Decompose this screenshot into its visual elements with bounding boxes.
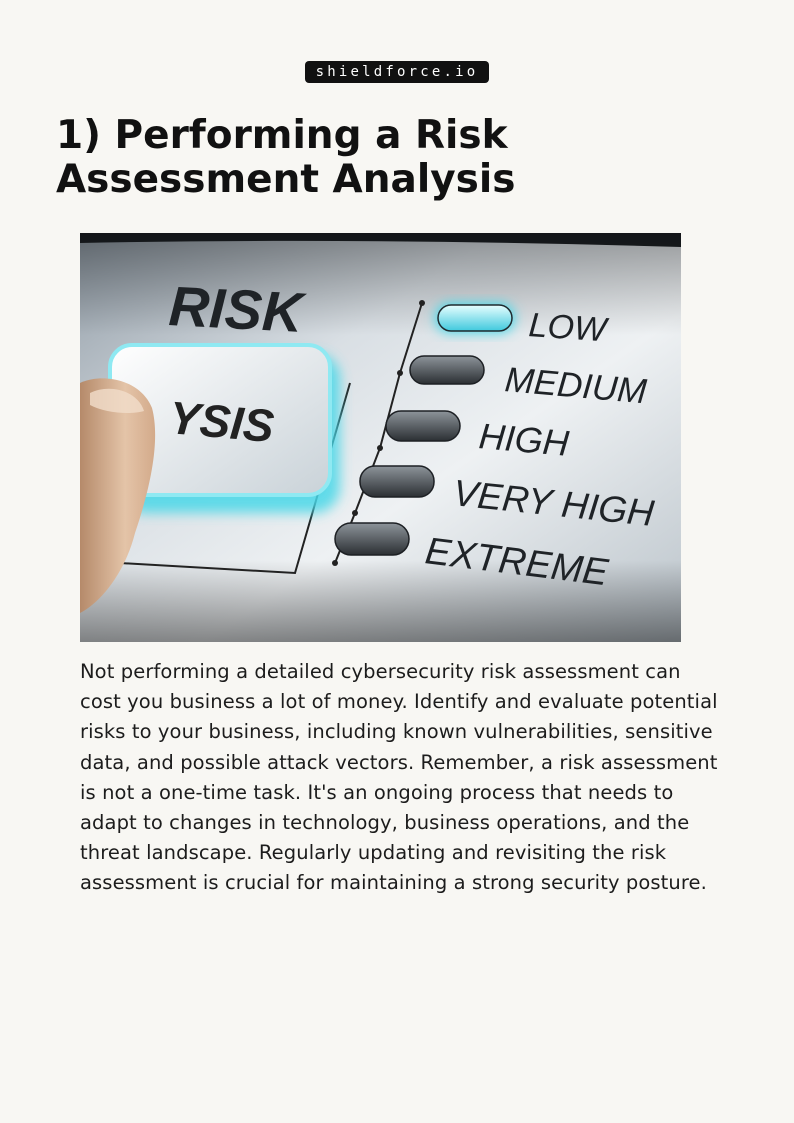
indicator-node (397, 370, 403, 376)
brand-badge: shieldforce.io (305, 61, 489, 83)
level-label-very-high: VERY HIGH (451, 472, 656, 535)
level-label-high: HIGH (477, 415, 571, 464)
level-label-low: LOW (527, 306, 608, 350)
level-label-extreme: EXTREME (422, 530, 611, 595)
level-indicator-very-high (360, 466, 434, 497)
page-title-line-1: 1) Performing a Risk (56, 113, 508, 158)
panel-title: RISK (167, 274, 305, 344)
level-indicator-high (386, 411, 460, 441)
page-title (56, 114, 756, 202)
page-title-line-2: Assessment Analysis (56, 157, 516, 202)
level-indicator-extreme (335, 523, 409, 555)
level-indicator-low (438, 305, 512, 331)
body-paragraph: Not performing a detailed cybersecurity risk assessment can cost you business a lot of money. Identify and evaluate potential risks to your business, including known vulnerabilities, sensitive data, and possible attack vectors. Remember, a risk assessment is not a one-time task. It's an ongoing process that needs to adapt to changes in technology, business operations, and the threat landscape. Regularly updating and revisiting the risk assessment is crucial for maintaining a strong security posture. (80, 660, 718, 895)
level-label-medium: MEDIUM (503, 360, 649, 412)
indicator-node (352, 510, 358, 516)
level-indicator-medium (410, 356, 484, 384)
analysis-button-label: YSIS (167, 391, 277, 453)
indicator-node (377, 445, 383, 451)
risk-panel-photo (80, 233, 681, 642)
indicator-node (419, 300, 425, 306)
indicator-node (332, 560, 338, 566)
